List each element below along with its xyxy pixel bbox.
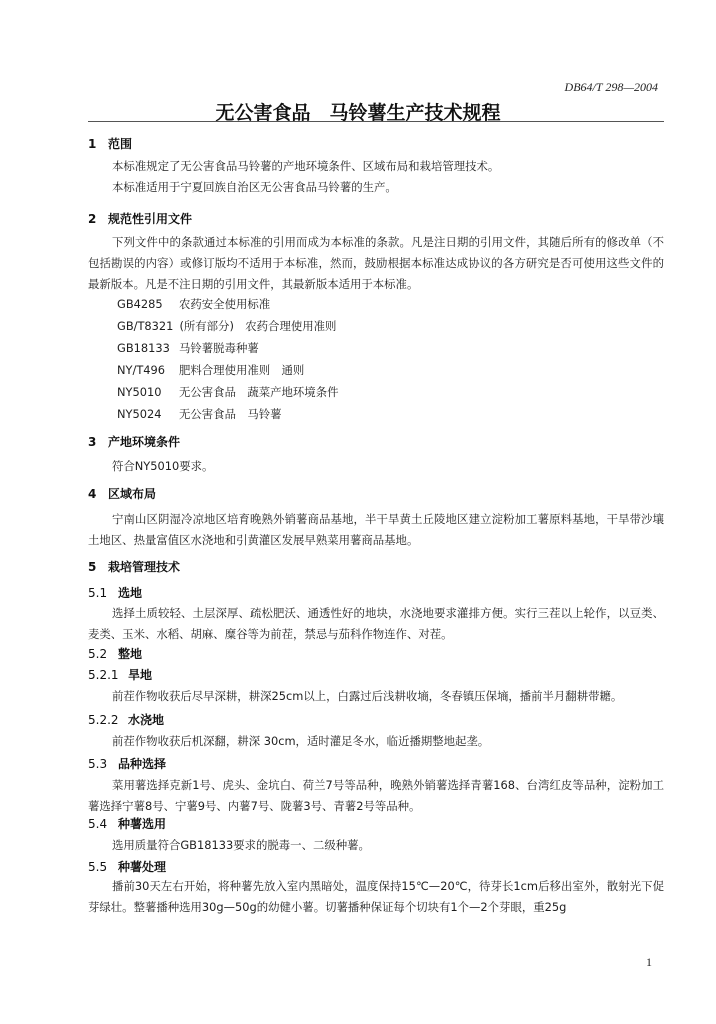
subsection-5-3-paragraph: 菜用薯选择克新1号、虎头、金坑白、荷兰7号等品种，晚熟外销薯选择青薯168、台湾红皮等品种，淀粉加工薯选择宁薯8号、宁薯9号、内薯7号、陇薯3号、青薯2号等品种。 <box>88 778 664 813</box>
section-title: 规范性引用文件 <box>108 212 193 226</box>
reference-name: 无公害食品 蔬菜产地环境条件 <box>179 385 339 399</box>
reference-item <box>117 406 282 422</box>
subsection-title: 整地 <box>118 647 143 661</box>
section-title: 范围 <box>108 137 133 151</box>
subsection-5-2-2-heading <box>88 711 164 728</box>
subsection-title: 种薯选用 <box>118 817 167 831</box>
section-4-paragraph: 宁南山区阴湿冷凉地区培育晚熟外销薯商品基地，半干旱黄土丘陵地区建立淀粉加工薯原料基地，干旱带沙壤土地区、热量富值区水浇地和引黄灌区发展早熟菜用薯商品基地。 <box>88 512 664 547</box>
reference-item <box>117 318 336 334</box>
reference-name: 农药安全使用标准 <box>179 297 271 311</box>
subsection-5-3-heading <box>88 755 166 772</box>
subsection-number: 5.2.1 <box>88 668 119 682</box>
subsection-5-2-1-heading <box>88 666 152 683</box>
reference-code: NY5024 <box>117 407 162 421</box>
subsection-title: 品种选择 <box>118 757 167 771</box>
subsection-title: 种薯处理 <box>118 860 167 874</box>
section-number: 4 <box>88 487 97 501</box>
section-4-heading <box>88 485 156 502</box>
subsection-5-2-2-paragraph: 前茬作物收获后机深翻，耕深 30cm，适时灌足冬水，临近播期整地起垄。 <box>112 734 490 748</box>
reference-item <box>117 296 270 312</box>
subsection-number: 5.2.2 <box>88 713 119 727</box>
section-2-heading <box>88 210 192 227</box>
subsection-title: 选地 <box>118 586 143 600</box>
reference-name: 肥料合理使用准则 通则 <box>179 363 305 377</box>
subsection-number: 5.1 <box>88 586 108 600</box>
section-number: 1 <box>88 137 97 151</box>
section-5-heading <box>88 558 180 575</box>
section-3-heading <box>88 433 180 450</box>
subsection-number: 5.3 <box>88 757 108 771</box>
reference-code: GB/T8321 <box>117 319 174 333</box>
subsection-5-1-paragraph: 选择土质较轻、土层深厚、疏松肥沃、通透性好的地块，水浇地要求灌排方便。实行三茬以上轮作，以豆类、麦类、玉米、水稻、胡麻、糜谷等为前茬，禁忌与茄科作物连作、对茬。 <box>88 606 664 641</box>
section-title: 产地环境条件 <box>108 435 181 449</box>
reference-item <box>117 384 338 400</box>
section-1-heading <box>88 135 132 152</box>
document-title: 无公害食品 马铃薯生产技术规程 <box>215 102 501 124</box>
section-2-intro: 下列文件中的条款通过本标准的引用而成为本标准的条款。凡是注日期的引用文件，其随后所有的修改单（不包括勘误的内容）或修订版均不适用于本标准，然而，鼓励根据本标准达成协议的各方研究是否可使用这些文件的最新版本。凡是不注日期的引用文件，其最新版本适用于本标准。 <box>88 235 664 291</box>
section-number: 5 <box>88 560 97 574</box>
subsection-5-5-heading <box>88 858 166 875</box>
reference-name: 无公害食品 马铃薯 <box>179 407 282 421</box>
subsection-5-1-heading <box>88 584 142 601</box>
section-title: 栽培管理技术 <box>108 560 181 574</box>
subsection-5-2-heading <box>88 645 142 662</box>
subsection-5-4-heading <box>88 815 166 832</box>
reference-code: NY/T496 <box>117 363 166 377</box>
reference-code: GB18133 <box>117 341 170 355</box>
section-1-paragraph-2: 本标准适用于宁夏回族自治区无公害食品马铃薯的生产。 <box>112 180 397 194</box>
section-number: 2 <box>88 212 97 226</box>
reference-item <box>117 340 259 356</box>
subsection-5-4-paragraph: 选用质量符合GB18133要求的脱毒一、二级种薯。 <box>112 838 370 852</box>
subsection-5-2-1-paragraph: 前茬作物收获后尽早深耕，耕深25cm以上，白露过后浅耕收墒，冬春镇压保墒，播前半月翻耕带耱。 <box>112 689 623 703</box>
title-divider <box>88 121 664 122</box>
section-1-paragraph-1: 本标准规定了无公害食品马铃薯的产地环境条件、区域布局和栽培管理技术。 <box>112 159 500 173</box>
reference-code: NY5010 <box>117 385 162 399</box>
section-number: 3 <box>88 435 97 449</box>
subsection-5-5-paragraph: 播前30天左右开始，将种薯先放入室内黑暗处，温度保持15℃—20℃，待芽长1cm后移出室外，散射光下促芽绿壮。整薯播种选用30g—50g的幼健小薯。切薯播种保证每个切块有1个—2个芽眼，重25g <box>88 879 664 914</box>
section-3-paragraph: 符合NY5010要求。 <box>112 459 214 473</box>
standard-code: DB64/T 298—2004 <box>564 80 658 94</box>
reference-name: (所有部分) 农药合理使用准则 <box>179 319 337 333</box>
reference-name: 马铃薯脱毒种薯 <box>179 341 259 355</box>
subsection-number: 5.4 <box>88 817 108 831</box>
section-title: 区域布局 <box>108 487 157 501</box>
page-number: 1 <box>646 955 652 969</box>
subsection-number: 5.5 <box>88 860 108 874</box>
subsection-title: 旱地 <box>128 668 153 682</box>
reference-item <box>117 362 304 378</box>
subsection-title: 水浇地 <box>128 713 165 727</box>
reference-code: GB4285 <box>117 297 163 311</box>
subsection-number: 5.2 <box>88 647 108 661</box>
